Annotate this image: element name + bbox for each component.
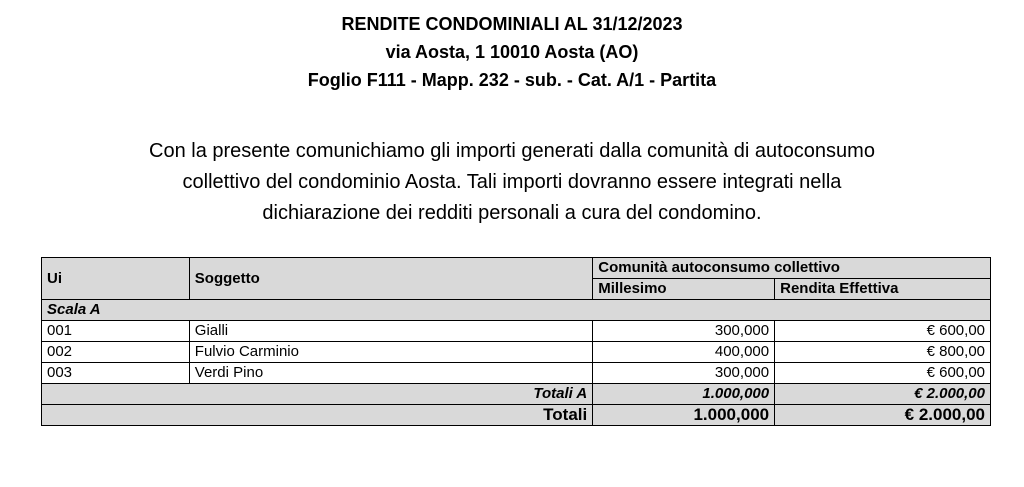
total-row	[42, 405, 991, 426]
total-millesimo: 1.000,000	[593, 405, 775, 426]
table-row	[42, 342, 991, 363]
table-row	[42, 321, 991, 342]
cell-ui: 001	[42, 321, 190, 342]
intro-line-2: collettivo del condominio Aosta. Tali importi dovranno essere integrati nella	[182, 171, 842, 193]
section-label: Scala A	[42, 300, 991, 321]
cell-soggetto: Verdi Pino	[189, 363, 592, 384]
rendite-table	[41, 257, 991, 426]
header-ui: Ui	[42, 258, 190, 300]
cadastral-info: Foglio F111 - Mapp. 232 - sub. - Cat. A/1 - Partita	[307, 70, 717, 90]
header-soggetto: Soggetto	[189, 258, 592, 300]
table-row	[42, 363, 991, 384]
header-rendita: Rendita Effettiva	[775, 279, 991, 300]
subtotal-rendita: € 2.000,00	[775, 384, 991, 405]
header-group: Comunità autoconsumo collettivo	[593, 258, 991, 279]
cell-soggetto: Fulvio Carminio	[189, 342, 592, 363]
cell-soggetto: Gialli	[189, 321, 592, 342]
report-title: RENDITE CONDOMINIALI AL 31/12/2023	[341, 14, 683, 34]
cell-ui: 003	[42, 363, 190, 384]
cell-ui: 002	[42, 342, 190, 363]
subtotal-row	[42, 384, 991, 405]
cell-rendita: € 800,00	[775, 342, 991, 363]
cell-millesimo: 400,000	[593, 342, 775, 363]
subtotal-label: Totali A	[42, 384, 593, 405]
cell-rendita: € 600,00	[775, 321, 991, 342]
total-rendita: € 2.000,00	[775, 405, 991, 426]
property-address: via Aosta, 1 10010 Aosta (AO)	[385, 42, 639, 62]
section-row	[42, 300, 991, 321]
cell-millesimo: 300,000	[593, 321, 775, 342]
total-label: Totali	[42, 405, 593, 426]
document-header	[0, 10, 1024, 94]
cell-millesimo: 300,000	[593, 363, 775, 384]
table-header-row	[42, 258, 991, 279]
intro-line-3: dichiarazione dei redditi personali a cura del condomino.	[262, 202, 762, 224]
intro-line-1: Con la presente comunichiamo gli importi generati dalla comunità di autoconsumo	[149, 140, 875, 162]
header-millesimo: Millesimo	[593, 279, 775, 300]
subtotal-millesimo: 1.000,000	[593, 384, 775, 405]
intro-paragraph	[40, 136, 984, 229]
cell-rendita: € 600,00	[775, 363, 991, 384]
